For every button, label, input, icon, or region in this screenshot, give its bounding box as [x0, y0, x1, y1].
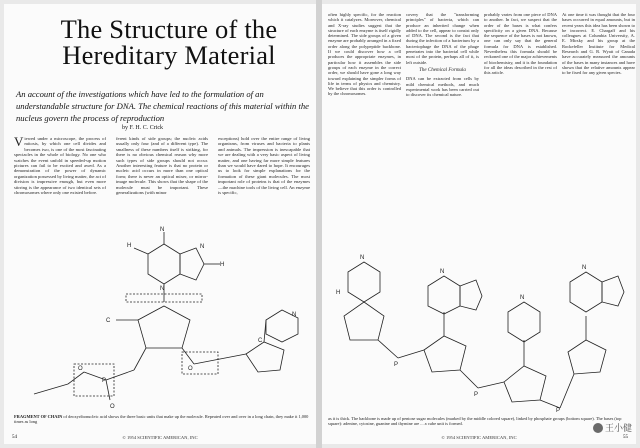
- byline: by F. H. C. Crick: [122, 125, 164, 131]
- section-heading: The Chemical Formula: [419, 67, 466, 73]
- svg-text:P: P: [556, 408, 561, 414]
- left-page: [4, 4, 316, 444]
- svg-text:C: C: [258, 338, 263, 344]
- svg-text:O: O: [188, 366, 193, 372]
- article-subtitle: An account of the investigations which have led to the formulation of an understandable structure for DNA. The chemical reactions of this material within the nucleus govern the process of reproduction: [16, 89, 309, 123]
- svg-text:O: O: [78, 366, 83, 372]
- svg-text:P: P: [394, 362, 399, 368]
- watermark-text: 王小健: [604, 424, 632, 434]
- text-column-2: [116, 136, 208, 222]
- figure-caption-text: of deoxyribonucleic acid shows the three basic units that make up the molecule. Repeated over and over in a long chain, they make it 1,000 times as long: [14, 414, 309, 424]
- column-text: ferent kinds of side groups; the nucleic acids usually only four (and of a different type). The smallness of these numbers itself is striking, for there is no obvious chemical reason why more such types of side groups should not occur. Another interesting feature is that no protein or nucleic acid occurs in more than one optical form; there is never an optical mixer, or mirror-image molecule. This shows that the shape of the molecule must be important. These generalizations (with minor: [116, 136, 208, 196]
- text-column-3: [218, 136, 310, 222]
- text-column-4: [562, 12, 635, 242]
- column-text: exceptions) hold over the entire range of living organisms, from viruses and bacteria to plants and animals. The impression is inescapable that we are dealing with a very basic aspect of living matter, and one having far more simple features than we would have dared to hope. It encourages us to look for simple explanations for the formation of these giant molecules. The most important role of proteins is that of the enzymes—the machine tools of the living cell. An enzyme is specific,: [218, 136, 310, 196]
- dna-chain-diagram-right: [328, 242, 628, 414]
- svg-text:H: H: [220, 262, 225, 268]
- intro-text: [14, 136, 310, 222]
- figure-caption-continued: as it is thick. The backbone is made up of pentose sugar molecules (marked by the middle colored square), linked by phosphate groups (bottom square). The bases (top square): adenine, cytosine, guanine and thymine are ... a cube unit is formed.: [328, 416, 622, 426]
- copyright: © 1954 SCIENTIFIC AMERICAN, INC: [441, 435, 517, 440]
- svg-text:N: N: [440, 269, 445, 275]
- svg-text:N: N: [582, 265, 587, 271]
- svg-text:N: N: [200, 244, 205, 250]
- right-page: [322, 4, 636, 444]
- text-column-1: [14, 136, 106, 222]
- sugar-ring: [138, 306, 190, 348]
- svg-text:N: N: [360, 255, 365, 261]
- svg-text:N: N: [520, 295, 525, 301]
- page-number: 55: [623, 435, 628, 440]
- dna-chain-diagram-left: [14, 224, 310, 414]
- svg-text:H: H: [127, 243, 132, 249]
- page-number: 54: [12, 435, 17, 440]
- svg-text:N: N: [160, 286, 165, 292]
- figure-caption: [14, 414, 310, 424]
- svg-text:O: O: [110, 404, 115, 410]
- column-text: iewed under a microscope, the process of mitosis, by which one cell divides and becomes two, is one of the most fascinating spectacles in the whole of biology. No one who watches the event unfold in speeded-up motion pictures can fail to be excited and awed. As a demonstration of the power of dynamic organization possessed by living matter, the act of division is impressive enough, but even more stirring is the appearance of two identical sets of chromosomes where only one existed before.: [14, 136, 106, 196]
- text-column-3: [484, 12, 557, 242]
- svg-text:P: P: [474, 392, 479, 398]
- column-text: DNA can be extracted from cells by mild chemical methods, and much experimental work has been carried out to discover its chemical nature.: [406, 76, 479, 98]
- column-text: covery that the "transforming principles" of bacteria, which can produce an inherited change when added to the cell, appear to consist only of DNA. The second is the fact that during the infection of a bacterium by a bacteriophage the DNA of the phage penetrates into the bacterial cell while most of the protein, perhaps all of it, is left outside.: [406, 12, 479, 65]
- svg-text:H: H: [336, 290, 341, 296]
- column-text: probably varies from one piece of DNA to another. In fact, we suspect that the order of the bases is what confers specificity on a given DNA. Because the sequence of the bases is not known, one can only say that the general formula for DNA is established. Nevertheless this formula should be reckoned one of the major achievements of biochemistry, and it is the foundation for all the ideas described in the rest of this article.: [484, 12, 557, 76]
- text-column-1: [328, 12, 401, 242]
- copyright: © 1954 SCIENTIFIC AMERICAN, INC: [122, 435, 198, 440]
- column-text: At one time it was thought that the four bases occurred in equal amounts, but in recent years this idea has been shown to be incorrect. E. Chargaff and his colleagues at Columbia University, A. E. Mirsky and his group at the Rockefeller Institute for Medical Research and G. R. Wyatt of Canada have accurately measured the amounts of the bases in many instances and have shown that the relative amounts appear to be fixed for any given species.: [562, 12, 635, 76]
- svg-text:N: N: [292, 312, 297, 318]
- wechat-icon: [593, 423, 603, 433]
- svg-text:N: N: [160, 227, 165, 233]
- article-title: The Structure of the Hereditary Material: [60, 14, 278, 70]
- watermark: [593, 421, 632, 434]
- text-column-2: [406, 12, 479, 242]
- column-text: often highly specific, for the reaction which it catalyzes. Moreover, chemical and X-ray studies suggest that the structure of each enzyme is itself rigidly determined. The side groups of a given enzyme are probably arranged in a fixed order along the polypeptide backbone. If we could discover how a cell produces the appropriate enzymes, in particular how it assembles the side groups of each enzyme in the correct order, we should have gone a long way toward explaining the simpler forms of life in terms of physics and chemistry. We believe that this order is controlled by the chromosomes.: [328, 12, 401, 97]
- drop-cap: V: [14, 136, 24, 149]
- svg-text:C: C: [106, 318, 111, 324]
- purine-five-ring: [180, 248, 204, 280]
- purine-six-ring: [148, 244, 180, 284]
- figure-caption-lead: FRAGMENT OF CHAIN: [14, 414, 63, 419]
- svg-text:P: P: [102, 378, 107, 384]
